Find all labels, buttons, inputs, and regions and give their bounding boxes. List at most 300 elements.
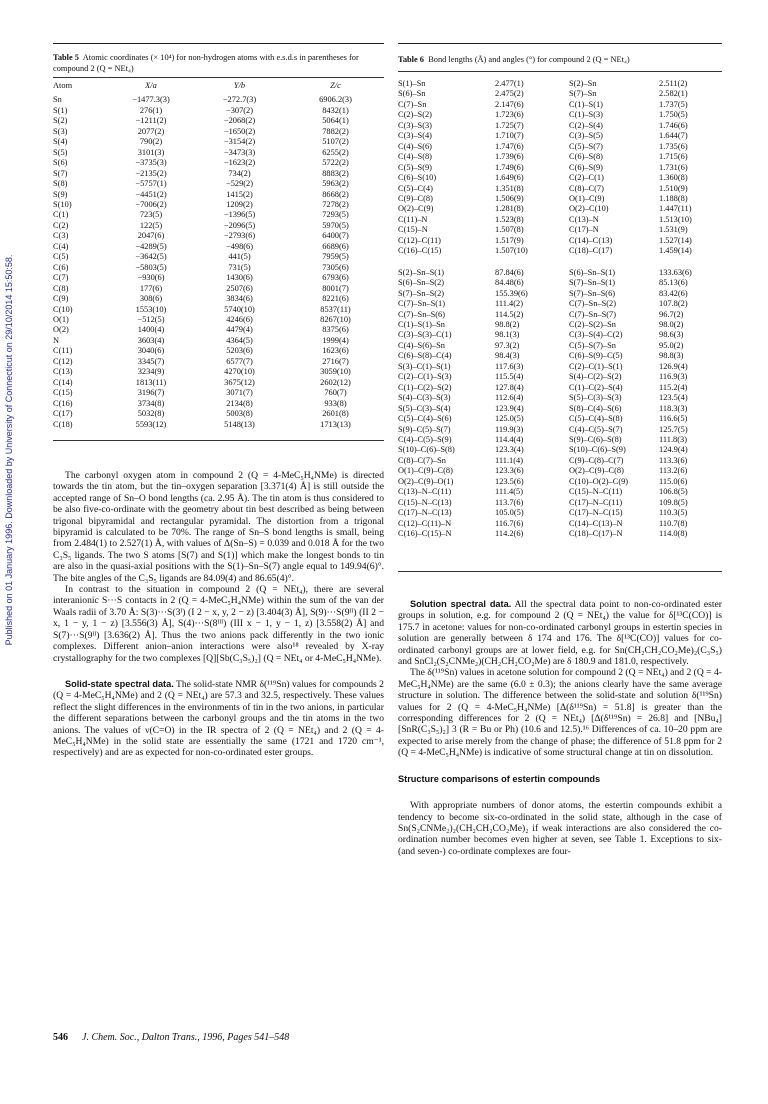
table-cell: S(3)–C(1)–S(1) <box>398 361 451 371</box>
table-cell: S(7)–Sn <box>569 89 597 99</box>
table5-caption-text: Atomic coordinates (× 10⁴) for non-hydrogen atoms with e.s.d.s in parentheses for compound 2 (Q = NEt₄) <box>53 53 359 73</box>
table5-row <box>53 346 383 356</box>
table-cell: 1999(4) <box>322 335 349 345</box>
table6-angle-row <box>398 466 720 476</box>
table6-angle-row <box>398 498 720 508</box>
table-cell: −1396(5) <box>223 210 256 220</box>
table5-row <box>53 409 383 419</box>
table-cell: 7293(5) <box>322 210 349 220</box>
table6-length-row <box>398 121 720 131</box>
table-cell: S(5) <box>53 147 68 157</box>
table-cell: −1623(2) <box>223 158 256 168</box>
table-cell: C(4)–S(6) <box>398 141 432 151</box>
table5-row <box>53 294 383 304</box>
table-cell: −498(6) <box>225 241 254 251</box>
table-cell: 1.188(8) <box>659 193 688 203</box>
table-cell: −7006(2) <box>135 199 167 209</box>
table-cell: 125.7(5) <box>659 424 688 434</box>
table6-caption <box>398 55 722 66</box>
table6-angle-row <box>398 351 720 361</box>
table-cell: 731(5) <box>228 262 251 272</box>
table-cell: C(7) <box>53 273 69 283</box>
table-cell: C(5)–S(9) <box>398 162 432 172</box>
table6-angle-row <box>398 268 720 278</box>
table-cell: 2.475(2) <box>495 89 524 99</box>
table5-header: Z/c <box>330 81 341 90</box>
table-cell: S(8)–C(4)–S(6) <box>569 403 622 413</box>
table-cell: 5107(2) <box>322 137 349 147</box>
table6-length-row <box>398 236 720 246</box>
section-heading: Structure comparisons of estertin compounds <box>398 773 601 784</box>
table-cell: 2.147(6) <box>495 99 524 109</box>
table-cell: C(14)–C(13) <box>569 235 613 245</box>
table6-length-row <box>398 173 720 183</box>
table-cell: −307(2) <box>225 105 254 115</box>
table-cell: 1.649(6) <box>495 173 524 183</box>
table-cell: 1713(13) <box>320 419 351 429</box>
table-cell: C(2)–S(2) <box>398 110 432 120</box>
table-cell: −2135(2) <box>135 168 167 178</box>
table-cell: 105.0(5) <box>495 508 524 518</box>
table-cell: −1477.3(3) <box>132 95 170 105</box>
table-cell: O(1)–C(9)–C(8) <box>398 466 453 476</box>
table6-angle-row <box>398 404 720 414</box>
table6-length-row <box>398 131 720 141</box>
table-cell: C(8) <box>53 283 69 293</box>
table6-rule-top <box>398 71 722 72</box>
table-cell: C(1)–C(2)–S(2) <box>398 382 452 392</box>
table-cell: O(2)–C(9) <box>398 204 434 214</box>
table-cell: C(5)–C(4)–S(6) <box>398 414 452 424</box>
table-cell: O(2)–C(9)–O(1) <box>398 476 454 486</box>
table5-row <box>53 420 383 430</box>
table-cell: 115.0(6) <box>659 476 688 486</box>
table5-row <box>53 305 383 315</box>
table-cell: C(1)–S(3) <box>569 110 603 120</box>
table-cell: −1211(2) <box>135 116 167 126</box>
right-column-text <box>398 599 722 857</box>
table-cell: 125.0(5) <box>495 414 524 424</box>
table5-row <box>53 95 383 105</box>
table-cell: C(6) <box>53 262 69 272</box>
table-cell: S(3) <box>53 126 68 136</box>
table5-row <box>53 263 383 273</box>
table-cell: C(11)–N <box>398 214 428 224</box>
table-cell: C(4)–C(5)–S(9) <box>398 434 452 444</box>
table-cell: C(3)–S(3) <box>398 120 432 130</box>
table-cell: 7278(2) <box>322 199 349 209</box>
table-cell: O(2)–C(9)–C(8) <box>569 466 624 476</box>
table-cell: −4289(5) <box>135 241 167 251</box>
table-cell: S(5)–C(3)–S(3) <box>569 393 622 403</box>
table-cell: C(7)–Sn–S(6) <box>398 309 445 319</box>
table-cell: C(2)–S(2)–Sn <box>569 319 616 329</box>
table-cell: 5032(8) <box>137 409 165 419</box>
table-cell: 109.8(5) <box>659 497 688 507</box>
table-cell: C(18) <box>53 419 73 429</box>
table5-header: Y/b <box>233 81 246 90</box>
table-cell: C(11) <box>53 346 73 356</box>
table-cell: 3345(7) <box>137 356 165 366</box>
table-cell: 760(7) <box>324 388 347 398</box>
table5-row <box>53 148 383 158</box>
table5-row <box>53 190 383 200</box>
table-cell: S(7)–Sn–S(1) <box>569 278 616 288</box>
table-cell: 111.4(5) <box>495 487 523 497</box>
table6-angle-row <box>398 320 720 330</box>
table-cell: 114.0(8) <box>659 529 688 539</box>
table-cell: 3040(6) <box>137 346 165 356</box>
table-cell: 118.3(3) <box>659 403 688 413</box>
table-cell: S(8) <box>53 179 68 189</box>
table-cell: 112.6(4) <box>495 393 524 403</box>
table-cell: 790(2) <box>139 137 163 147</box>
table-cell: 1.513(10) <box>659 214 692 224</box>
table6-length-row <box>398 246 720 256</box>
table-cell: −1650(2) <box>223 126 256 136</box>
table-cell: C(16) <box>53 398 73 408</box>
table6-angle-row <box>398 435 720 445</box>
table-cell: S(9)–C(6)–S(8) <box>569 434 622 444</box>
table-cell: O(2) <box>53 325 69 335</box>
table-cell: S(10)–C(6)–S(9) <box>569 445 626 455</box>
table-cell: 5970(5) <box>322 220 349 230</box>
table6-angle-row <box>398 372 720 382</box>
table-cell: 1430(6) <box>226 273 253 283</box>
table-cell: 106.8(5) <box>659 487 688 497</box>
table6-angle-row <box>398 445 720 455</box>
table-cell: C(18)–C(17)–N <box>569 529 623 539</box>
table-cell: 4246(6) <box>226 314 253 324</box>
paragraph-text: All the spectral data point to non-co-ordinated ester groups in solution, e.g. for compound 2 (Q = NEt₄) the value for δ[¹³C(CO)] is 175.7 in acetone: values for non-co-ordinated carbonyl groups in estertin species in solution are generally between δ 174 and 176. The δ[¹³C(CO)] values for co-ordinated carbonyl groups are at lower field, e.g. for Sn(CH₂CH₂CO₂Me)₂(C₃S₅) and SnCl₂(S₂CNMe₂)(CH₂CH₂CO₂Me) are δ 180.9 and 181.0, respectively. <box>398 599 722 668</box>
table-cell: 113.2(6) <box>659 466 688 476</box>
table-cell: 155.39(6) <box>495 288 528 298</box>
table-cell: 1400(4) <box>137 325 165 335</box>
table-cell: 8668(2) <box>322 189 349 199</box>
table-cell: 98.8(2) <box>495 319 520 329</box>
table-cell: 3101(3) <box>137 147 165 157</box>
table-cell: 123.5(4) <box>659 393 688 403</box>
table6-angle-row <box>398 341 720 351</box>
table-cell: 113.7(6) <box>495 497 524 507</box>
table-cell: C(7)–Sn <box>398 99 427 109</box>
table-cell: 6793(6) <box>322 273 349 283</box>
table-cell: 116.9(3) <box>659 372 688 382</box>
table-cell: C(2) <box>53 220 69 230</box>
table-cell: 111.8(3) <box>659 434 687 444</box>
top-rule-left <box>53 43 384 44</box>
table-cell: 5003(8) <box>226 409 253 419</box>
table-cell: C(17)–N–C(11) <box>569 497 623 507</box>
table5-row <box>53 273 383 283</box>
table-cell: C(2)–C(1)–S(1) <box>569 361 623 371</box>
table-cell: N <box>53 335 60 345</box>
table-cell: 441(5) <box>228 252 251 262</box>
table5-row <box>53 179 383 189</box>
table-cell: S(1)–Sn <box>398 79 426 88</box>
table5-row <box>53 399 383 409</box>
table-cell: 1415(2) <box>226 189 253 199</box>
table-cell: 8883(2) <box>322 168 349 178</box>
table-cell: 1.459(14) <box>659 246 692 256</box>
paragraph: The δ(¹¹⁹Sn) values in acetone solution for compound 2 (Q = NEt₄) and 2 (Q = 4-MeC₅H₄NMe) are the same (6.0 ± 0.3); the anions clearly have the same average structure in solution. The difference between the solid-state and solution δ(¹¹⁹Sn) values for 2 (Q = 4-MeC₅H₄NMe) [Δ(δ¹¹⁹Sn) = 51.8] is greater than the corresponding differences for 2 (Q = NEt₄) [Δ(δ¹¹⁹Sn) = 26.8] and [NBu₄][SnR(C₃S₅)₂] 3 (R = Bu or Ph) (10.6 and 12.5).¹⁶ Differences of ca. 10–20 ppm are expected to arise merely from the change of phase; the difference of 51.8 ppm for 2 (Q = 4-MeC₅H₄NMe) is indicative of some structural change at tin on dissolution. <box>398 667 722 759</box>
table6-caption-text: Bond lengths (Å) and angles (°) for compound 2 (Q = NEt₄) <box>428 55 630 64</box>
table-cell: 116.7(6) <box>495 518 524 528</box>
table-cell: C(8)–C(7)–Sn <box>398 455 446 465</box>
table6-angle-row <box>398 393 720 403</box>
table-cell: C(12) <box>53 356 73 366</box>
section-heading: Solution spectral data. <box>410 599 512 609</box>
table-cell: S(2)–Sn–S(1) <box>398 267 445 277</box>
table6-length-row <box>398 225 720 235</box>
table6-length-row <box>398 163 720 173</box>
table-cell: 6400(7) <box>322 231 349 241</box>
table-cell: C(1) <box>53 210 69 220</box>
table-cell: 1.750(5) <box>659 110 688 120</box>
table-cell: 1553(10) <box>135 304 167 314</box>
table-cell: 3675(12) <box>224 377 255 387</box>
download-notice: Published on 01 January 1996. Downloaded by University of Connecticut on 29/10/2014 15:50:58. <box>4 254 14 646</box>
table-cell: C(6)–S(10) <box>398 173 437 183</box>
table5-row <box>53 284 383 294</box>
table-cell: −5803(5) <box>135 262 167 272</box>
table-cell: 2047(6) <box>137 231 165 241</box>
table-cell: C(5)–C(4)–S(8) <box>569 414 623 424</box>
table-cell: 114.4(4) <box>495 434 524 444</box>
table-cell: C(15) <box>53 388 73 398</box>
table-cell: C(12)–C(11)–N <box>398 518 452 528</box>
table-cell: C(12)–C(11) <box>398 235 441 245</box>
table-cell: 115.5(4) <box>495 372 524 382</box>
table-cell: 1.523(8) <box>495 214 524 224</box>
table5-header: Atom <box>53 81 73 90</box>
table-cell: C(3)–S(4)–C(2) <box>569 330 623 340</box>
table-cell: 1.715(6) <box>659 152 688 162</box>
table-cell: S(10)–C(6)–S(8) <box>398 445 455 455</box>
table5-rule-bottom <box>53 440 384 441</box>
table-cell: C(2)–S(4) <box>569 120 603 130</box>
table-cell: 1.510(9) <box>659 183 688 193</box>
table-cell: C(6)–S(9)–C(5) <box>569 351 623 361</box>
table-cell: S(7) <box>53 168 68 178</box>
table-cell: C(6)–S(8) <box>569 152 603 162</box>
table-cell: 1813(11) <box>135 377 167 387</box>
table-cell: C(2)–C(1) <box>569 173 604 183</box>
table5-header: X/a <box>145 81 157 90</box>
table-cell: 4479(4) <box>226 325 253 335</box>
table-cell: 113.3(6) <box>659 455 688 465</box>
table-cell: 110.3(5) <box>659 508 688 518</box>
table-cell: C(4) <box>53 241 69 251</box>
page-number: 546 <box>53 1032 68 1043</box>
table6-length-row <box>398 89 720 99</box>
table-cell: 98.1(3) <box>495 330 520 340</box>
table6-length-row <box>398 184 720 194</box>
table6-length-row <box>398 79 720 89</box>
table-cell: 6689(6) <box>322 241 349 251</box>
table6-angle-row <box>398 289 720 299</box>
table5-row <box>53 252 383 262</box>
table6-angle-row <box>398 477 720 487</box>
table-cell: S(6) <box>53 158 68 168</box>
table6-angle-row <box>398 529 720 539</box>
table-cell: 5740(10) <box>224 304 255 314</box>
table-cell: 8375(6) <box>322 325 349 335</box>
table6-angle-row <box>398 508 720 518</box>
table-cell: 5064(1) <box>322 116 349 126</box>
table-cell: 123.3(6) <box>495 466 524 476</box>
table-cell: 96.7(2) <box>659 309 684 319</box>
table-cell: 1.723(6) <box>495 110 524 120</box>
table-cell: C(10)–O(2)–C(9) <box>569 476 629 486</box>
paragraph: In contrast to the situation in compound 2 (Q = NEt₄), there are several interanionic S···S contacts in 2 (Q = 4-MeC₅H₄NMe) within the sum of the van der Waals radii of 3.70 Å: S(3)···S(3ᴵ) (I 2 − x, y, 2 − z) [3.404(3) Å], S(9)···S(9ᴵᴵ) (II 2 − x, 1 − y, 1 − z) [3.556(3) Å], S(4)···S(8ᴵᴵᴵ) (III x − 1, y − 1, z) [3.558(2) Å] and S(7)···S(9ᴵᴵ) [3.636(2) Å]. Thus the two anions pack differently in the two ionic complexes. Different anion–anion interactions were also¹⁸ revealed by X-ray crystallography for the two complexes [Q][Sb(C₃S₅)₂] (Q = NEt₄ or 4-MeC₅H₄NMe). <box>53 584 384 664</box>
table-cell: 114.2(6) <box>495 529 524 539</box>
table5-row <box>53 315 383 325</box>
table-cell: 723(5) <box>139 210 163 220</box>
table6 <box>398 79 720 539</box>
table-cell: O(1)–C(9) <box>569 193 605 203</box>
table-cell: 177(6) <box>139 283 163 293</box>
table6-length-row <box>398 110 720 120</box>
table-cell: S(10) <box>53 199 72 209</box>
top-rule-right <box>398 43 722 44</box>
table-cell: S(1) <box>53 105 68 115</box>
table-cell: S(2) <box>53 116 68 126</box>
table-cell: −2068(2) <box>223 116 256 126</box>
table6-angle-row <box>398 310 720 320</box>
table-cell: 2134(8) <box>226 398 253 408</box>
table-cell: 5593(12) <box>135 419 167 429</box>
table-cell: 126.9(4) <box>659 361 688 371</box>
table-cell: 1.749(6) <box>495 162 524 172</box>
table-cell: C(4)–S(6)–Sn <box>398 340 445 350</box>
table-cell: 98.0(2) <box>659 319 684 329</box>
table-cell: C(16)–C(15) <box>398 246 442 256</box>
table6-angle-row <box>398 299 720 309</box>
table-cell: S(4)–C(3)–S(3) <box>398 393 451 403</box>
table6-angle-row <box>398 425 720 435</box>
table-cell: 2.511(2) <box>659 79 688 88</box>
table-cell: 8221(6) <box>322 294 349 304</box>
table-cell: 98.4(3) <box>495 351 520 361</box>
table-cell: C(17)–N <box>569 225 599 235</box>
table6-length-row <box>398 152 720 162</box>
table-cell: 83.42(6) <box>659 288 688 298</box>
table-cell: 1.710(7) <box>495 131 524 141</box>
table-cell: C(9)–C(8)–C(7) <box>569 455 624 465</box>
table6-rule-bottom <box>398 571 722 572</box>
table-cell: 8267(10) <box>320 314 351 324</box>
journal-citation: J. Chem. Soc., Dalton Trans., 1996, Pages 541–548 <box>82 1032 290 1043</box>
table-cell: 107.8(2) <box>659 299 688 309</box>
table-cell: 133.63(6) <box>659 267 692 277</box>
table-cell: 7882(2) <box>322 126 349 136</box>
table-cell: C(4)–C(5)–S(7) <box>569 424 623 434</box>
table6-angle-row <box>398 414 720 424</box>
section-heading: Solid-state spectral data. <box>65 678 174 689</box>
table-cell: −3642(5) <box>135 252 167 262</box>
table6-length-row <box>398 204 720 214</box>
table-cell: S(4) <box>53 137 68 147</box>
table-cell: −930(6) <box>137 273 165 283</box>
table-cell: −3154(2) <box>223 137 256 147</box>
table6-angle-row <box>398 330 720 340</box>
table-cell: 115.2(4) <box>659 382 688 392</box>
table-cell: 1.746(6) <box>659 120 688 130</box>
table-cell: C(4)–S(8) <box>398 152 432 162</box>
table-cell: −512(5) <box>137 314 165 324</box>
table-cell: 6577(7) <box>226 356 253 366</box>
table-cell: C(3)–S(5) <box>569 131 603 141</box>
table-cell: 111.1(4) <box>495 455 523 465</box>
table5-caption <box>53 53 383 74</box>
table-cell: 933(8) <box>324 398 347 408</box>
table-cell: 5722(2) <box>322 158 349 168</box>
table5-row <box>53 388 383 398</box>
table-cell: 1.351(8) <box>495 183 524 193</box>
table-cell: C(3) <box>53 231 69 241</box>
table-cell: 2716(7) <box>322 356 349 366</box>
table-cell: S(6)–Sn <box>398 89 426 99</box>
table-cell: 124.9(4) <box>659 445 688 455</box>
table-cell: S(5)–C(3)–S(4) <box>398 403 451 413</box>
table-cell: −2096(5) <box>223 220 256 230</box>
table6-length-row <box>398 194 720 204</box>
table-cell: C(7)–Sn–S(1) <box>398 299 445 309</box>
table-cell: 1.731(6) <box>659 162 688 172</box>
table6-angle-row <box>398 456 720 466</box>
table-cell: 3603(4) <box>137 335 165 345</box>
table-cell: −3735(3) <box>135 158 167 168</box>
table5-row <box>53 367 383 377</box>
table-cell: 1.747(6) <box>495 141 524 151</box>
table-cell: C(14)–C(13)–N <box>569 518 623 528</box>
table-cell: C(5)–C(4) <box>398 183 433 193</box>
table5-row <box>53 378 383 388</box>
table6-angle-row <box>398 362 720 372</box>
table-cell: C(15)–N <box>398 225 428 235</box>
table6-angle-row <box>398 383 720 393</box>
table-cell: C(3)–S(4) <box>398 131 432 141</box>
table-cell: 3834(6) <box>226 294 253 304</box>
table-cell: 2.477(1) <box>495 79 524 88</box>
table6-length-row <box>398 142 720 152</box>
table-cell: S(9) <box>53 189 68 199</box>
table-cell: 2601(8) <box>322 409 349 419</box>
table5-row <box>53 116 383 126</box>
paragraph: With appropriate numbers of donor atoms, the estertin compounds exhibit a tendency to become six-co-ordinated in the solid state, although in the case of Sn(S₂CNMe₂)₂(CH₂CH₂CO₂Me)₂ if weak interactions are also considered the co-ordination number becomes even higher at seven, see Table 1. Exceptions to six- (and seven-) co-ordinate complexes are four- <box>398 800 722 857</box>
table5-row <box>53 200 383 210</box>
table-cell: S(6)–Sn–S(2) <box>398 278 445 288</box>
table-cell: 1.281(8) <box>495 204 524 214</box>
table-cell: 2.582(1) <box>659 89 688 99</box>
table-cell: 3196(7) <box>137 388 165 398</box>
paragraph <box>53 679 384 759</box>
table5-row <box>53 210 383 220</box>
table-cell: 7305(6) <box>322 262 349 272</box>
table-cell: 1.517(9) <box>495 235 524 245</box>
table-cell: −2793(6) <box>223 231 256 241</box>
table-cell: 127.8(4) <box>495 382 524 392</box>
table5-row <box>53 158 383 168</box>
paragraph: The carbonyl oxygen atom in compound 2 (Q = 4-MeC₅H₄NMe) is directed towards the tin atom, but the tin–oxygen separation [3.371(4) Å] is still outside the accepted range of Sn–O bond lengths (ca. 2.95 Å). The tin atom is thus considered to be also five-co-ordinate with the geometry about tin best described as being between trigonal bipyramidal and rectangular pyramidal. The distortion from a trigonal bipyramid is calculated to be 70%. The range of Sn–S bond lengths is small, being from 2.484(1) to 2.527(1) Å, with values of Δ(Sn–S) = 0.039 and 0.018 Å for the two C₃S₅ ligands. The two S atoms [S(7) and S(1)] which make the longest bonds to tin are also in the quasi-axial positions with the S(1)–Sn–S(7) angle equal to 149.94(6)°. The bite angles of the C₃S₅ ligands are 84.09(4) and 86.65(4)°. <box>53 470 384 584</box>
table-cell: 8432(1) <box>322 105 349 115</box>
table-cell: 1.737(5) <box>659 99 688 109</box>
table-cell: 7959(5) <box>322 252 349 262</box>
table-cell: 110.7(8) <box>659 518 688 528</box>
table5-row <box>53 106 383 116</box>
table-cell: C(8)–C(7) <box>569 183 604 193</box>
